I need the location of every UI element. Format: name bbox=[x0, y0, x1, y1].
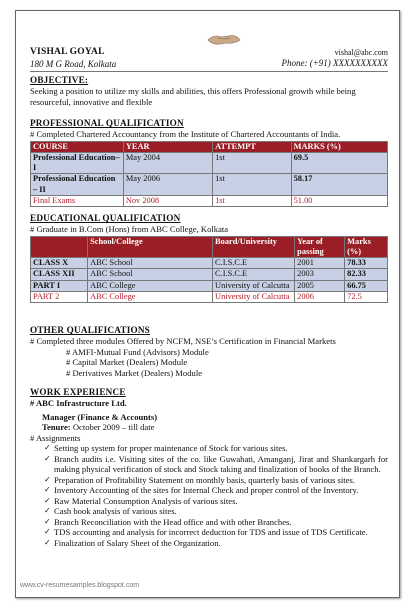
table-cell: University of Calcutta bbox=[213, 280, 295, 291]
col-header bbox=[31, 236, 88, 258]
table-cell: 1st bbox=[213, 152, 292, 174]
col-header: Marks (%) bbox=[345, 236, 388, 258]
objective-section bbox=[30, 75, 388, 107]
table-cell: 1st bbox=[213, 195, 292, 206]
address: 180 M G Road, Kolkata bbox=[30, 59, 388, 72]
job-role: Manager (Finance & Accounts) bbox=[42, 411, 158, 422]
table-cell: 2006 bbox=[295, 291, 345, 302]
list-item: # Derivatives Market (Dealers) Module bbox=[66, 367, 203, 378]
table-cell: CLASS X bbox=[31, 258, 88, 269]
table-row bbox=[31, 174, 388, 196]
col-header: Board/University bbox=[213, 236, 295, 258]
other-heading: OTHER QUALIFICATIONS bbox=[30, 325, 150, 335]
table-row bbox=[31, 269, 388, 280]
table-cell: C.I.S.C.E bbox=[213, 269, 295, 280]
professional-heading: PROFESSIONAL QUALIFICATION bbox=[30, 118, 184, 128]
table-cell: ABC School bbox=[88, 269, 213, 280]
table-cell: 2003 bbox=[295, 269, 345, 280]
table-cell: 66.75 bbox=[345, 280, 388, 291]
table-cell: CLASS XII bbox=[31, 269, 88, 280]
resume-header bbox=[30, 47, 388, 72]
table-cell: May 2006 bbox=[123, 174, 212, 196]
list-item: # AMFI-Mutual Fund (Advisors) Module bbox=[66, 346, 209, 357]
list-item: ✓ Branch Reconciliation with the Head office and with other Branches. bbox=[44, 517, 388, 527]
table-cell: 1st bbox=[213, 174, 292, 196]
table-cell: 2001 bbox=[295, 258, 345, 269]
table-row bbox=[31, 291, 388, 302]
list-item: ✓ Raw Material Consumption Analysis of various sites. bbox=[44, 496, 388, 506]
education-table bbox=[30, 236, 388, 304]
table-row bbox=[31, 195, 388, 206]
objective-heading: OBJECTIVE: bbox=[30, 75, 89, 85]
col-header: Year of passing bbox=[295, 236, 345, 258]
email-link[interactable]: vishal@abc.com bbox=[334, 48, 388, 57]
company-name: # ABC Infrastructure Ltd. bbox=[30, 398, 127, 409]
table-row bbox=[31, 152, 388, 174]
table-cell: 82.33 bbox=[345, 269, 388, 280]
professional-note: # Completed Chartered Accountancy from the Institute of Chartered Accountants of India. bbox=[30, 129, 341, 140]
list-item: # Capital Market (Dealers) Module bbox=[66, 357, 188, 368]
table-cell: 78.33 bbox=[345, 258, 388, 269]
table-cell: PART I bbox=[31, 280, 88, 291]
work-heading: WORK EXPERIENCE bbox=[30, 387, 126, 397]
table-cell: ABC College bbox=[88, 280, 213, 291]
handshake-icon bbox=[206, 31, 242, 47]
table-cell: 2005 bbox=[295, 280, 345, 291]
assignments-label: # Assignments bbox=[30, 432, 81, 443]
table-row bbox=[31, 280, 388, 291]
list-item: ✓ TDS accounting and analysis for incorrect deduction for TDS and issue of TDS Certificate. bbox=[44, 527, 388, 537]
other-section bbox=[30, 325, 388, 378]
footer-url[interactable]: www.cv-resumesamples.blogspot.com bbox=[20, 582, 140, 590]
col-header: COURSE bbox=[31, 141, 124, 152]
job-tenure: Tenure: October 2009 – till date bbox=[42, 422, 155, 433]
other-note: # Completed three modules Offered by NCFM, NSE’s Certification in Financial Markets bbox=[30, 336, 336, 347]
list-item: ✓ Setting up system for proper maintenance of Stock for various sites. bbox=[44, 443, 388, 453]
work-section bbox=[30, 387, 388, 548]
col-header: YEAR bbox=[123, 141, 212, 152]
education-section bbox=[30, 213, 388, 303]
table-cell: 51.00 bbox=[291, 195, 387, 206]
objective-text: Seeking a position to utilize my skills and abilities, this offers Professional growth while being resourceful, innovative and flexible bbox=[30, 86, 356, 107]
assignments-list bbox=[44, 443, 388, 548]
table-cell: Final Exams bbox=[31, 195, 124, 206]
col-header: MARKS (%) bbox=[291, 141, 387, 152]
col-header: School/College bbox=[88, 236, 213, 258]
list-item: ✓ Inventory Accounting of the sites for Internal Check and proper control of the Inventory. bbox=[44, 485, 388, 495]
resume-page bbox=[15, 10, 400, 598]
table-cell: ABC College bbox=[88, 291, 213, 302]
education-note: # Graduate in B.Com (Hons) from ABC College, Kolkata bbox=[30, 224, 229, 235]
table-row bbox=[31, 258, 388, 269]
phone: Phone: (+91) XXXXXXXXXX bbox=[281, 58, 388, 68]
list-item: ✓ Cash book analysis of various sites. bbox=[44, 506, 388, 516]
education-heading: EDUCATIONAL QUALIFICATION bbox=[30, 213, 181, 223]
candidate-name: VISHAL GOYAL bbox=[30, 47, 105, 57]
table-cell: 69.5 bbox=[291, 152, 387, 174]
professional-section bbox=[30, 118, 388, 207]
table-cell: Nov 2008 bbox=[123, 195, 212, 206]
table-cell: May 2004 bbox=[123, 152, 212, 174]
col-header: ATTEMPT bbox=[213, 141, 292, 152]
table-cell: Professional Education– I bbox=[31, 152, 124, 174]
table-cell: 72.5 bbox=[345, 291, 388, 302]
table-cell: ABC School bbox=[88, 258, 213, 269]
list-item: ✓ Finalization of Salary Sheet of the Organization. bbox=[44, 538, 388, 548]
table-cell: University of Calcutta bbox=[213, 291, 295, 302]
table-cell: PART 2 bbox=[31, 291, 88, 302]
table-cell: 58.17 bbox=[291, 174, 387, 196]
list-item: ✓ Branch audits i.e. Visiting sites of the co. like Guwahati, Amanganj, Jirat and Shankargarh for making physical verification of stock and Stock taking and finalization of books of the Branch. bbox=[44, 454, 388, 475]
table-cell: C.I.S.C.E bbox=[213, 258, 295, 269]
list-item: ✓ Preparation of Profitability Statement on monthly basis, quarterly basis of various sites. bbox=[44, 475, 388, 485]
professional-table bbox=[30, 141, 388, 208]
table-cell: Professional Education – II bbox=[31, 174, 124, 196]
